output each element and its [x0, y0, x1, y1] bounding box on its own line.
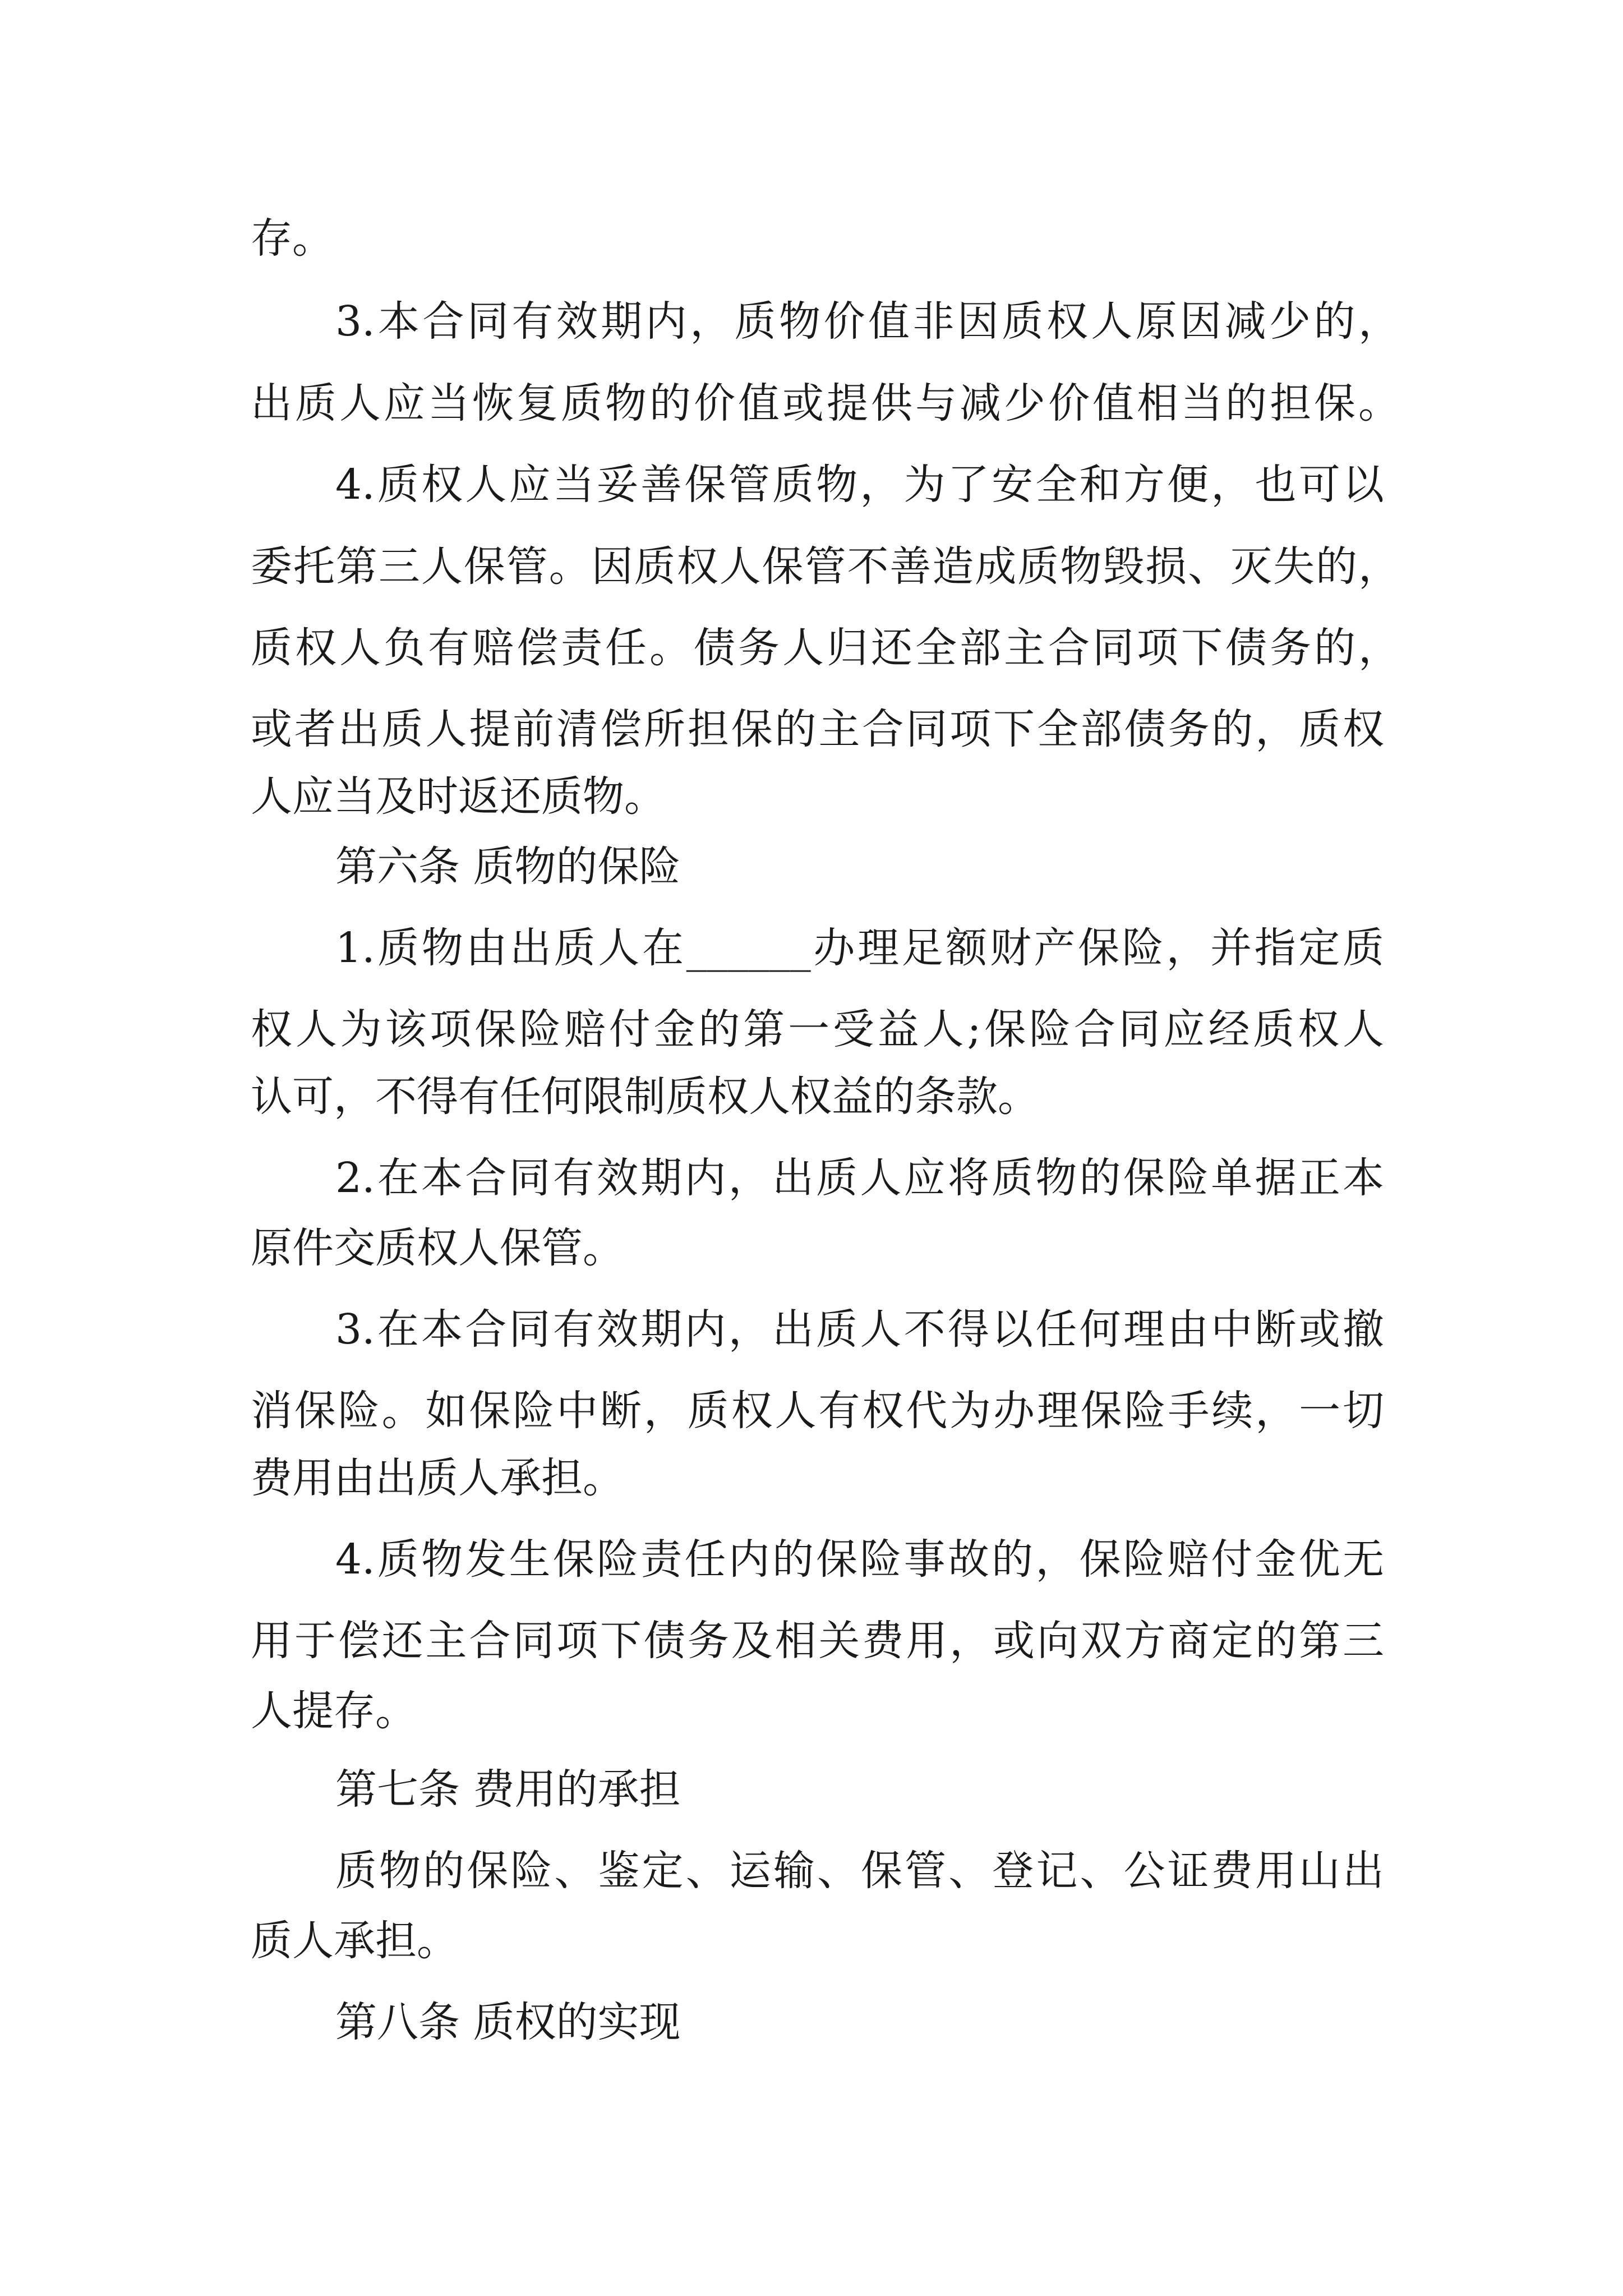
text-line: 委托第三人保管。因质权人保管不善造成质物毁损、灭失的，	[251, 542, 1400, 591]
text-line: 人提存。	[251, 1687, 417, 1735]
text-line: 4.质权人应当妥善保管质物，为了安全和方便，也可以	[335, 461, 1384, 509]
text-line: 人应当及时返还质物。	[251, 772, 666, 821]
text-line: 3.本合同有效期内，质物价值非因质权人原因减少的，	[335, 297, 1400, 346]
text-line: 出质人应当恢复质物的价值或提供与减少价值相当的担保。	[251, 379, 1400, 427]
text-line: 质物的保险、鉴定、运输、保管、登记、公证费用山出	[335, 1847, 1384, 1895]
text-line: 质人承担。	[251, 1917, 458, 1965]
text-line: 3.在本合同有效期内，出质人不得以任何理由中断或撤	[335, 1305, 1384, 1354]
text-line: 用于偿还主合同项下债务及相关费用，或向双方商定的第三	[251, 1617, 1384, 1665]
section-heading: 第八条 质权的实现	[335, 1998, 681, 2046]
text-line: 2.在本合同有效期内，出质人应将质物的保险单据正本	[335, 1154, 1384, 1202]
text-line: 质权人负有赔偿责任。债务人归还全部主合同项下债务的，	[251, 624, 1400, 672]
text-line: 消保险。如保险中断，质权人有权代为办理保险手续，一切	[251, 1387, 1384, 1435]
section-heading: 第六条 质物的保险	[335, 843, 681, 891]
text-line: 存。	[251, 214, 334, 263]
text-line: 4.质物发生保险责任内的保险事故的，保险赔付金优无	[335, 1535, 1384, 1584]
text-line: 原件交质权人保管。	[251, 1224, 624, 1272]
text-line: 或者出质人提前清偿所担保的主合同项下全部债务的，质权	[251, 705, 1384, 753]
section-heading: 第七条 费用的承担	[335, 1765, 681, 1814]
text-line: 费用由出质人承担。	[251, 1454, 624, 1502]
text-line: 权人为该项保险赔付金的第一受益人;保险合同应经质权人	[251, 1005, 1384, 1053]
text-line: 1.质物由出质人在______办理足额财产保险，并指定质	[335, 924, 1384, 972]
text-line: 认可，不得有任何限制质权人权益的条款。	[251, 1073, 1039, 1121]
